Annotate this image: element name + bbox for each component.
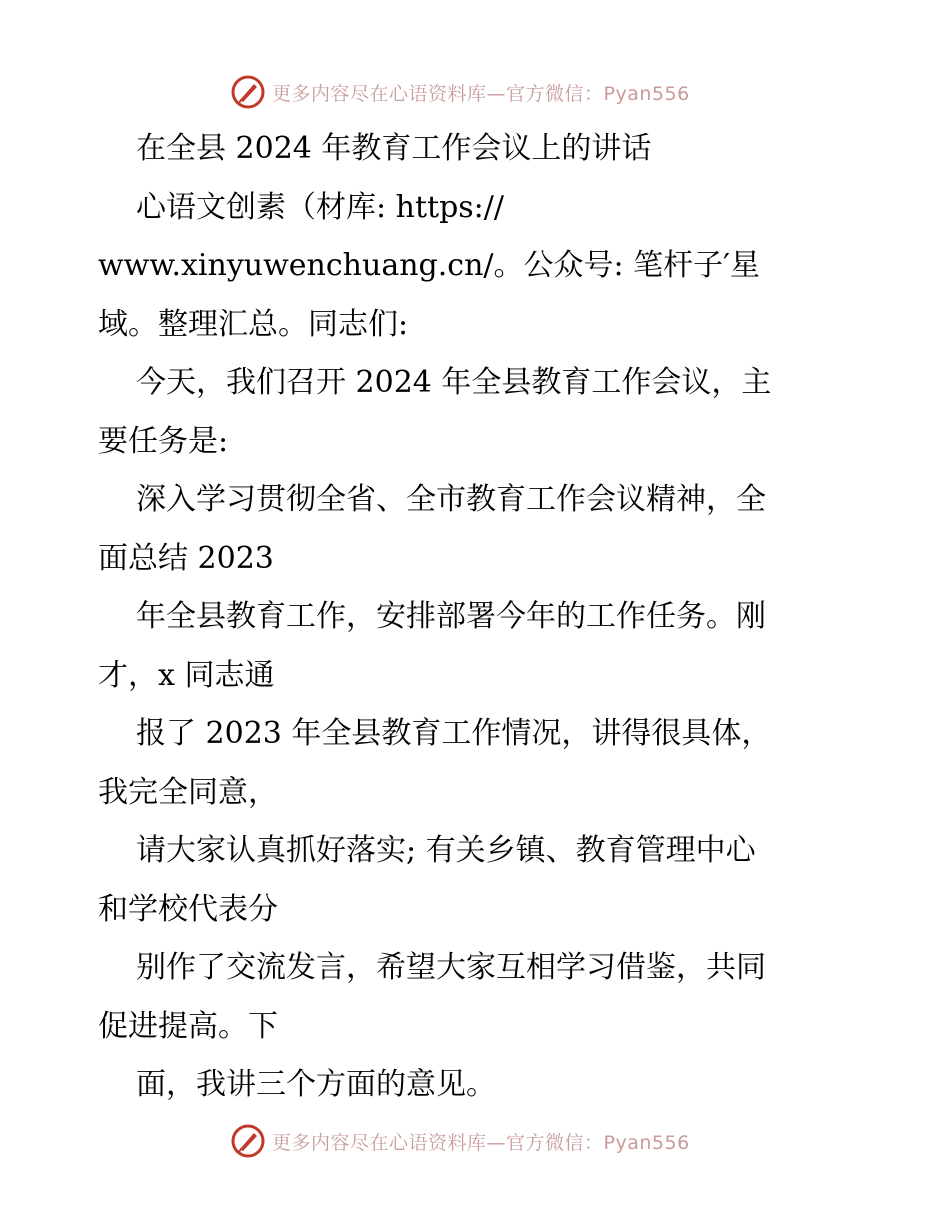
text-line: 面，我讲三个方面的意见。 — [136, 1067, 496, 1102]
footer-watermark — [230, 1121, 750, 1161]
text-line: www.xinyuwenchuang.cn/。公众号: 笔杆子′星 — [98, 248, 760, 283]
text-line: 今天，我们召开 2024 年全县教育工作会议，主 — [136, 365, 772, 400]
watermark-text: 更多内容尽在心语资料库—官方微信：Pyan556 — [272, 1131, 690, 1154]
text-line: 年全县教育工作，安排部署今年的工作任务。刚 — [136, 599, 766, 634]
text-line: 深入学习贯彻全省、全市教育工作会议精神，全 — [136, 482, 766, 517]
text-line: 才，x 同志通 — [98, 657, 275, 693]
watermark-text: 更多内容尽在心语资料库—官方微信：Pyan556 — [272, 82, 690, 105]
text-line: 域。整理汇总。同志们: — [98, 306, 409, 342]
text-line: 心语文创素（材库: https:// — [136, 189, 504, 225]
text-line: 和学校代表分 — [98, 891, 278, 927]
header-watermark — [230, 72, 750, 112]
text-line: 我完全同意， — [98, 774, 278, 810]
text-line: 要任务是: — [98, 423, 229, 459]
text-line: 促进提高。下 — [98, 1008, 278, 1044]
document-body — [98, 120, 858, 1115]
quill-logo-icon — [230, 74, 266, 110]
text-line: 面总结 2023 — [98, 540, 274, 576]
text-line: 报了 2023 年全县教育工作情况，讲得很具体， — [136, 716, 772, 751]
text-line: 请大家认真抓好落实; 有关乡镇、教育管理中心 — [136, 833, 756, 868]
quill-logo-icon — [230, 1123, 266, 1159]
text-line: 别作了交流发言，希望大家互相学习借鉴，共同 — [136, 950, 766, 985]
document-title: 在全县 2024 年教育工作会议上的讲话 — [136, 131, 652, 166]
